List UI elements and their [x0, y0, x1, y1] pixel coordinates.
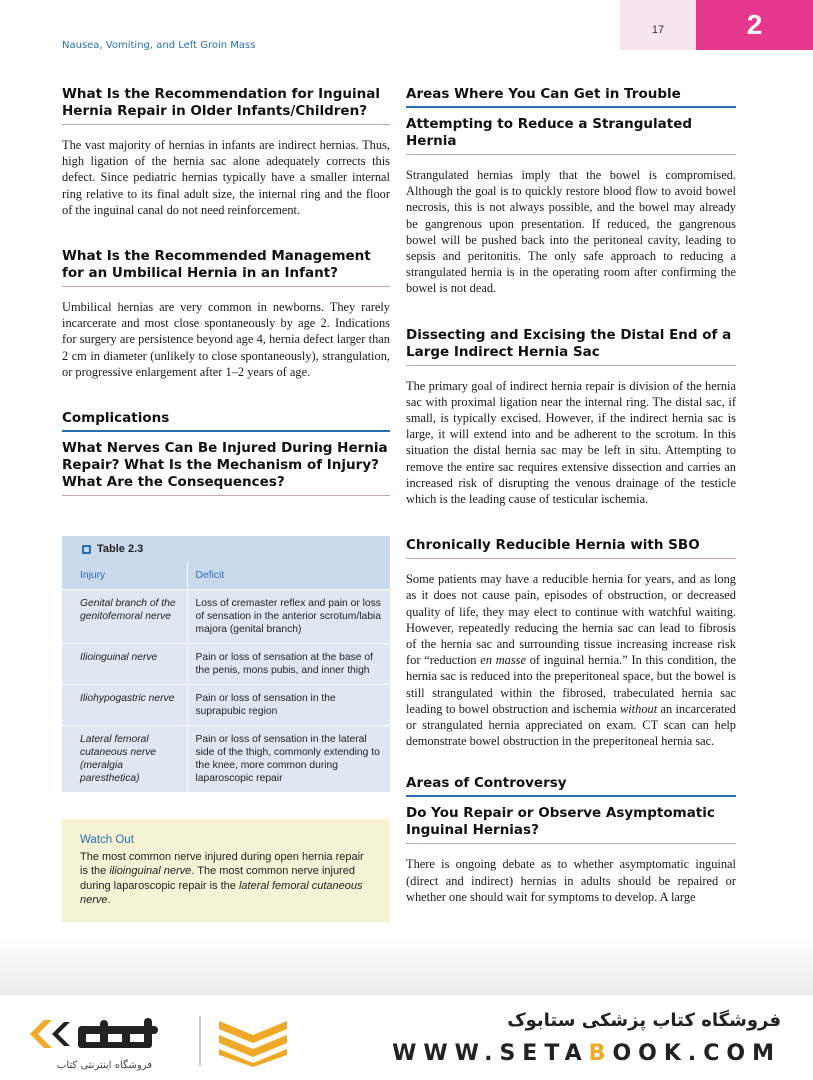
section-heading: Dissecting and Excising the Distal End of a Large Indirect Hernia Sac [406, 327, 736, 366]
paragraph: The vast majority of hernias in infants are indirect hernias. Thus, high ligation of the hernia sac alone adequately corrects this defect. Since pediatric hernias typically have a smaller internal ring relative to its final adult size, the internal ring and the floor of the inguinal canal do not need reinforcement. [62, 138, 390, 217]
text-run: an incarcerated or strangulated hernia appreciated on exam. CT scan can help demonstrate bowel obstruction in the preperitoneal hernia sac. [406, 701, 737, 749]
column-header: Injury [62, 562, 187, 590]
paragraph: Umbilical hernias are very common in newborns. They rarely incarcerate and most close spontaneously by age 2. Indications for surgery are persistence beyond age 4, hernia defect larger than 2 cm in diameter (unlikely to close spontaneously), strangulation, or progressive enlargement after 1–2 years of age. [62, 300, 390, 379]
text-run: Some patients may have a reducible hernia for years, and as long as it does not cause pain, episodes of obstruction, or decreased quality of life, they may elect to continue with watchful waiting. However, repeatedly reducing the hernia sac can lead to fibrosis of the hernia sac and surrounding tissue increasing increase risk for “reduction [406, 572, 736, 668]
page-number: 17 [620, 0, 696, 50]
table-cell: Lateral femoral cutaneous nerve (meralgia paresthetica) [62, 726, 187, 793]
sub-heading: What Nerves Can Be Injured During Hernia Repair? What Is the Mechanism of Injury? What Are the Consequences? [62, 440, 390, 496]
text-emphasis: lateral femoral cutaneous nerve [80, 879, 363, 907]
text-emphasis: without [619, 701, 658, 716]
table-cell: Genital branch of the genitofemoral nerve [62, 590, 187, 644]
table-header-row [62, 562, 390, 590]
paragraph: The primary goal of indirect hernia repair is division of the hernia sac with proximal ligation near the internal ring. The distal sac, if small, is typically excised. However, if the indirect hernia sac is large, it will extend into and be adherent to the scrotum. In this situation the distal hernia sac may be left in situ. Attempting to remove the entire sac requires extensive dissection and carries an increased risk of disrupting the venous drainage of the testicle which is the leading cause of testicular ischemia. [406, 378, 736, 507]
table-cell: Pain or loss of sensation in the lateral side of the thigh, commonly extending to the knee, more common during laparoscopic repair [187, 726, 390, 793]
watch-out-text [80, 850, 372, 908]
nerve-injury-table [62, 536, 390, 793]
column-header: Deficit [187, 562, 390, 590]
left-column [62, 86, 390, 922]
table-cell: Pain or loss of sensation in the suprapubic region [187, 685, 390, 726]
table-title-text: Table 2.3 [97, 543, 144, 556]
section-heading: Chronically Reducible Hernia with SBO [406, 537, 736, 559]
paragraph: Strangulated hernias imply that the bowel is compromised. Although the goal is to quickly restore blood flow to avoid bowel necrosis, this is not always possible, and the bowel may already be gangrenous upon presentation. If reduced, the gangrenous bowel will be pushed back into the peritoneal cavity, leading to sepsis and peritonitis. The only safe approach to reducing a strangulated hernia is in the operating room after confirming the bowel is not dead. [406, 168, 736, 296]
store-name: فروشگاه کتاب پزشکی ستابوک [507, 1010, 781, 1031]
chapter-number: 2 [696, 0, 813, 50]
table-icon [82, 545, 91, 554]
logo-caption: فروشگاه اینترنتی کتاب [56, 1060, 153, 1071]
sub-heading: Do You Repair or Observe Asymptomatic Inguinal Hernias? [406, 805, 736, 844]
table-row [62, 726, 390, 793]
logo-divider [199, 1016, 201, 1066]
table-row [62, 590, 390, 644]
sub-heading: Attempting to Reduce a Strangulated Hernia [406, 116, 736, 155]
url-text: OOK.COM [612, 1041, 781, 1066]
table-title [62, 536, 390, 562]
table-row [62, 685, 390, 726]
store-info [392, 1010, 781, 1066]
watch-out-box [62, 819, 390, 922]
table-cell: Loss of cremaster reflex and pain or loss of sensation in the anterior scrotum/labia majora (genital branch) [187, 590, 390, 644]
paragraph [406, 571, 736, 749]
text-run: of inguinal hernia.” In this condition, the hernia sac is reduced into the preperitoneal space, but the bowel is still strangulated within the fibrosed, trabeculated hernia sac leading to bowel obstruction and ischemia [406, 653, 736, 716]
text-emphasis: en masse [480, 653, 526, 668]
paragraph: There is ongoing debate as to whether asymptomatic inguinal (direct and indirect) hernias in adults should be repaired or whether one should wait for symptoms to develop. A large [406, 857, 736, 904]
url-text: WWW.SETA [392, 1041, 589, 1066]
watch-out-title: Watch Out [80, 834, 134, 847]
right-column [406, 86, 736, 905]
table-cell: Iliohypogastric nerve [62, 685, 187, 726]
url-accent-letter: B [588, 1041, 613, 1066]
table-row [62, 644, 390, 685]
logo-wordmark [22, 1010, 187, 1071]
setabook-wordmark-icon [22, 1010, 187, 1058]
table-cell: Ilioinguinal nerve [62, 644, 187, 685]
text-emphasis: ilioinguinal nerve [109, 865, 192, 878]
book-stack-icon [213, 1015, 293, 1067]
page-fade [0, 935, 813, 995]
text-run: . [107, 894, 111, 907]
store-url[interactable] [392, 1041, 781, 1066]
table [62, 562, 390, 793]
setabook-logo[interactable] [22, 1010, 293, 1071]
section-heading: Areas Where You Can Get in Trouble [406, 86, 736, 108]
section-heading: Areas of Controversy [406, 775, 736, 797]
text-run: . The most common nerve injured during laparoscopic repair is the [80, 865, 355, 892]
table-cell: Pain or loss of sensation at the base of the penis, mons pubis, and inner thigh [187, 644, 390, 685]
text-run: The most common nerve injured during open hernia repair is the [80, 850, 364, 878]
running-head: Nausea, Vomiting, and Left Groin Mass [62, 40, 256, 51]
section-heading: What Is the Recommended Management for an Umbilical Hernia in an Infant? [62, 248, 390, 287]
section-heading: What Is the Recommendation for Inguinal Hernia Repair in Older Infants/Children? [62, 86, 390, 125]
section-heading: Complications [62, 410, 390, 432]
